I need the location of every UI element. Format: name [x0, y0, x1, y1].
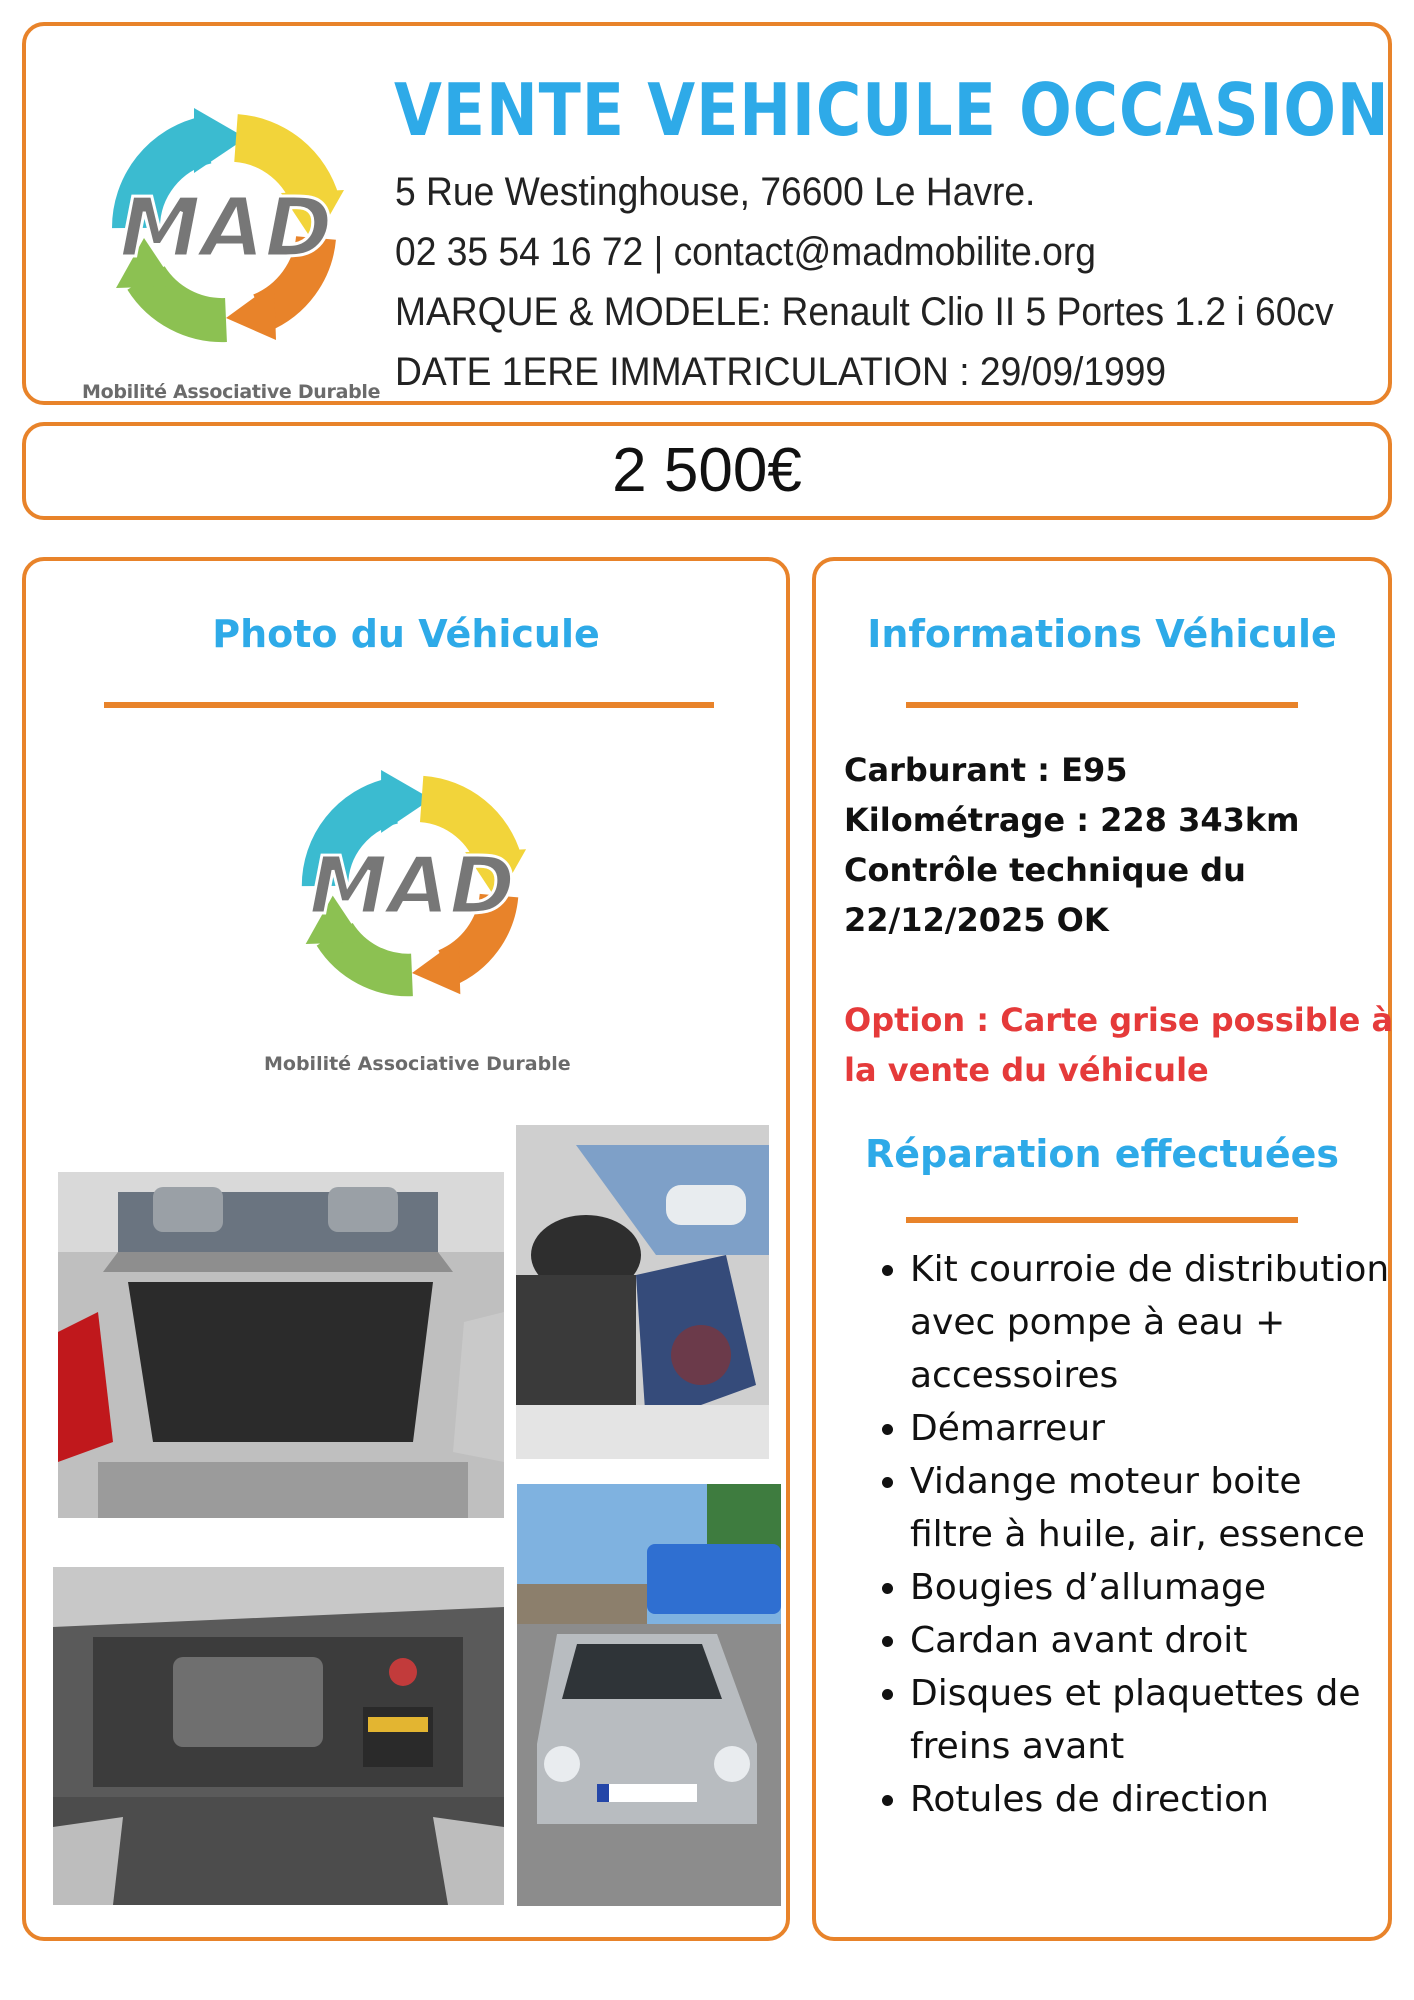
list-item: • Disques et plaquettes de freins avant — [910, 1667, 1390, 1773]
photos-panel — [22, 557, 790, 1941]
list-item: • Rotules de direction — [910, 1773, 1390, 1826]
model-line: MARQUE & MODELE: Renault Clio II 5 Portes 1.2 i 60cv — [395, 290, 1334, 334]
registration-line: DATE 1ERE IMMATRICULATION : 29/09/1999 — [395, 350, 1167, 394]
list-item: • Kit courroie de distribution avec pompe à eau + accessoires — [910, 1243, 1390, 1402]
price-value: 2 500€ — [612, 436, 802, 505]
repairs-list — [844, 1243, 1390, 1826]
header-card — [22, 22, 1392, 405]
repairs-title: Réparation effectuées — [864, 1132, 1340, 1176]
mad-logo — [76, 78, 386, 408]
divider — [906, 1217, 1298, 1223]
inspection-date-line: 22/12/2025 OK — [844, 901, 1109, 939]
price-card — [22, 422, 1392, 520]
logo-tagline: Mobilité Associative Durable — [82, 381, 381, 403]
mad-logo-large — [262, 741, 562, 1031]
photos-panel-title: Photo du Véhicule — [212, 612, 600, 656]
info-panel-title: Informations Véhicule — [867, 612, 1337, 656]
divider — [906, 702, 1298, 708]
engine-photo — [53, 1567, 504, 1905]
logo-letters: MAD — [119, 181, 333, 276]
option-line-2: la vente du véhicule — [844, 1051, 1209, 1089]
list-item: • Démarreur — [910, 1402, 1390, 1455]
mileage-line: Kilométrage : 228 343km — [844, 801, 1300, 839]
list-item: • Cardan avant droit — [910, 1614, 1390, 1667]
inspection-line: Contrôle technique du — [844, 851, 1246, 889]
list-item: • Vidange moteur boite filtre à huile, air, essence — [910, 1455, 1390, 1561]
logo-tagline: Mobilité Associative Durable — [264, 1053, 571, 1075]
page-title: VENTE VEHICULE OCCASION — [394, 68, 1390, 152]
option-line-1: Option : Carte grise possible à — [844, 1001, 1394, 1039]
exterior-photo — [517, 1484, 781, 1906]
address-line: 5 Rue Westinghouse, 76600 Le Havre. — [395, 170, 1036, 214]
interior-photo — [516, 1125, 769, 1459]
logo-letters: MAD — [309, 839, 515, 933]
fuel-line: Carburant : E95 — [844, 751, 1128, 789]
divider — [104, 702, 714, 708]
list-item: • Bougies d’allumage — [910, 1561, 1390, 1614]
trunk-photo — [58, 1172, 504, 1518]
info-panel — [812, 557, 1392, 1941]
contact-line: 02 35 54 16 72 | contact@madmobilite.org — [395, 230, 1096, 274]
